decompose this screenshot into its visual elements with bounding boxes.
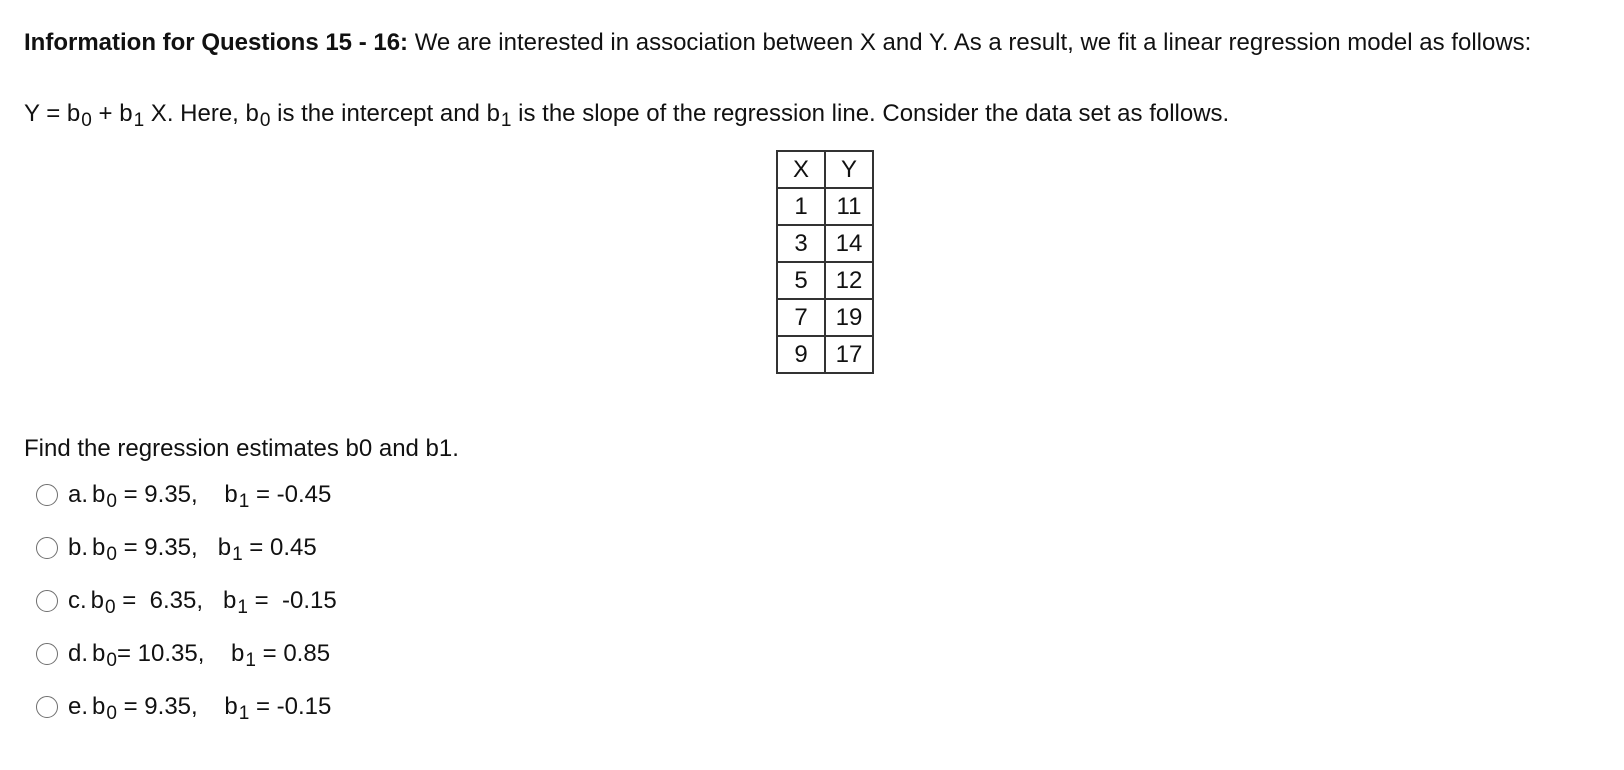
- option-text: $b_0 = 6.35$, $b_1 = -0.15$: [90, 587, 337, 618]
- table-header-row: [777, 151, 873, 188]
- table-row: [777, 188, 873, 225]
- equation-text: is the slope of the regression line. Consider the data set as follows.: [511, 100, 1230, 127]
- option-letter: e.: [68, 693, 89, 720]
- table-row: [777, 225, 873, 262]
- answer-option-b[interactable]: [36, 528, 317, 568]
- option-text: $b_0 = 9.35$, $b_1 = 0.45$: [92, 534, 317, 565]
- option-letter: c.: [68, 587, 87, 614]
- table-row: [777, 336, 873, 373]
- radio-button[interactable]: [36, 590, 58, 612]
- table-cell: 9: [777, 336, 825, 373]
- equation-text: Y = b: [24, 100, 81, 127]
- table-header-x: X: [777, 151, 825, 188]
- option-text: $b_0= 10.35$, $b_1 = 0.85$: [92, 640, 331, 671]
- subscript: 1: [500, 110, 512, 131]
- option-letter: d.: [68, 640, 89, 667]
- answer-option-a[interactable]: [36, 475, 331, 515]
- table-cell: 3: [777, 225, 825, 262]
- data-table: [776, 150, 874, 374]
- equation-text: X. Here, b: [144, 100, 259, 127]
- table-cell: 19: [825, 299, 873, 336]
- option-letter: b.: [68, 534, 89, 561]
- intro-paragraph: [24, 27, 1614, 58]
- table-cell: 7: [777, 299, 825, 336]
- table-row: [777, 299, 873, 336]
- question-prompt: Find the regression estimates b0 and b1.: [24, 435, 459, 462]
- option-letter: a.: [68, 481, 89, 508]
- table-cell: 11: [825, 188, 873, 225]
- table-row: [777, 262, 873, 299]
- answer-option-d[interactable]: [36, 634, 330, 674]
- answer-option-e[interactable]: [36, 687, 331, 727]
- radio-button[interactable]: [36, 696, 58, 718]
- option-text: $b_0 = 9.35$, $b_1 = -0.45$: [92, 481, 332, 512]
- subscript: 1: [133, 110, 145, 131]
- subscript: 0: [259, 110, 271, 131]
- radio-button[interactable]: [36, 537, 58, 559]
- radio-button[interactable]: [36, 643, 58, 665]
- answer-option-c[interactable]: [36, 581, 337, 621]
- table-cell: 17: [825, 336, 873, 373]
- table-header-y: Y: [825, 151, 873, 188]
- table-cell: 5: [777, 262, 825, 299]
- intro-heading: Information for Questions 15 - 16:: [24, 29, 409, 56]
- equation-text: + b: [91, 100, 133, 127]
- subscript: 0: [81, 110, 92, 131]
- radio-button[interactable]: [36, 484, 58, 506]
- equation-text: is the intercept and b: [270, 100, 500, 127]
- table-cell: 12: [825, 262, 873, 299]
- intro-text: We are interested in association between X and Y. As a result, we fit a linear regression model as follows:: [408, 29, 1532, 56]
- table-cell: 14: [825, 225, 873, 262]
- table-cell: 1: [777, 188, 825, 225]
- regression-equation: [24, 99, 1229, 131]
- option-text: $b_0 = 9.35$, $b_1 = -0.15$: [92, 693, 332, 724]
